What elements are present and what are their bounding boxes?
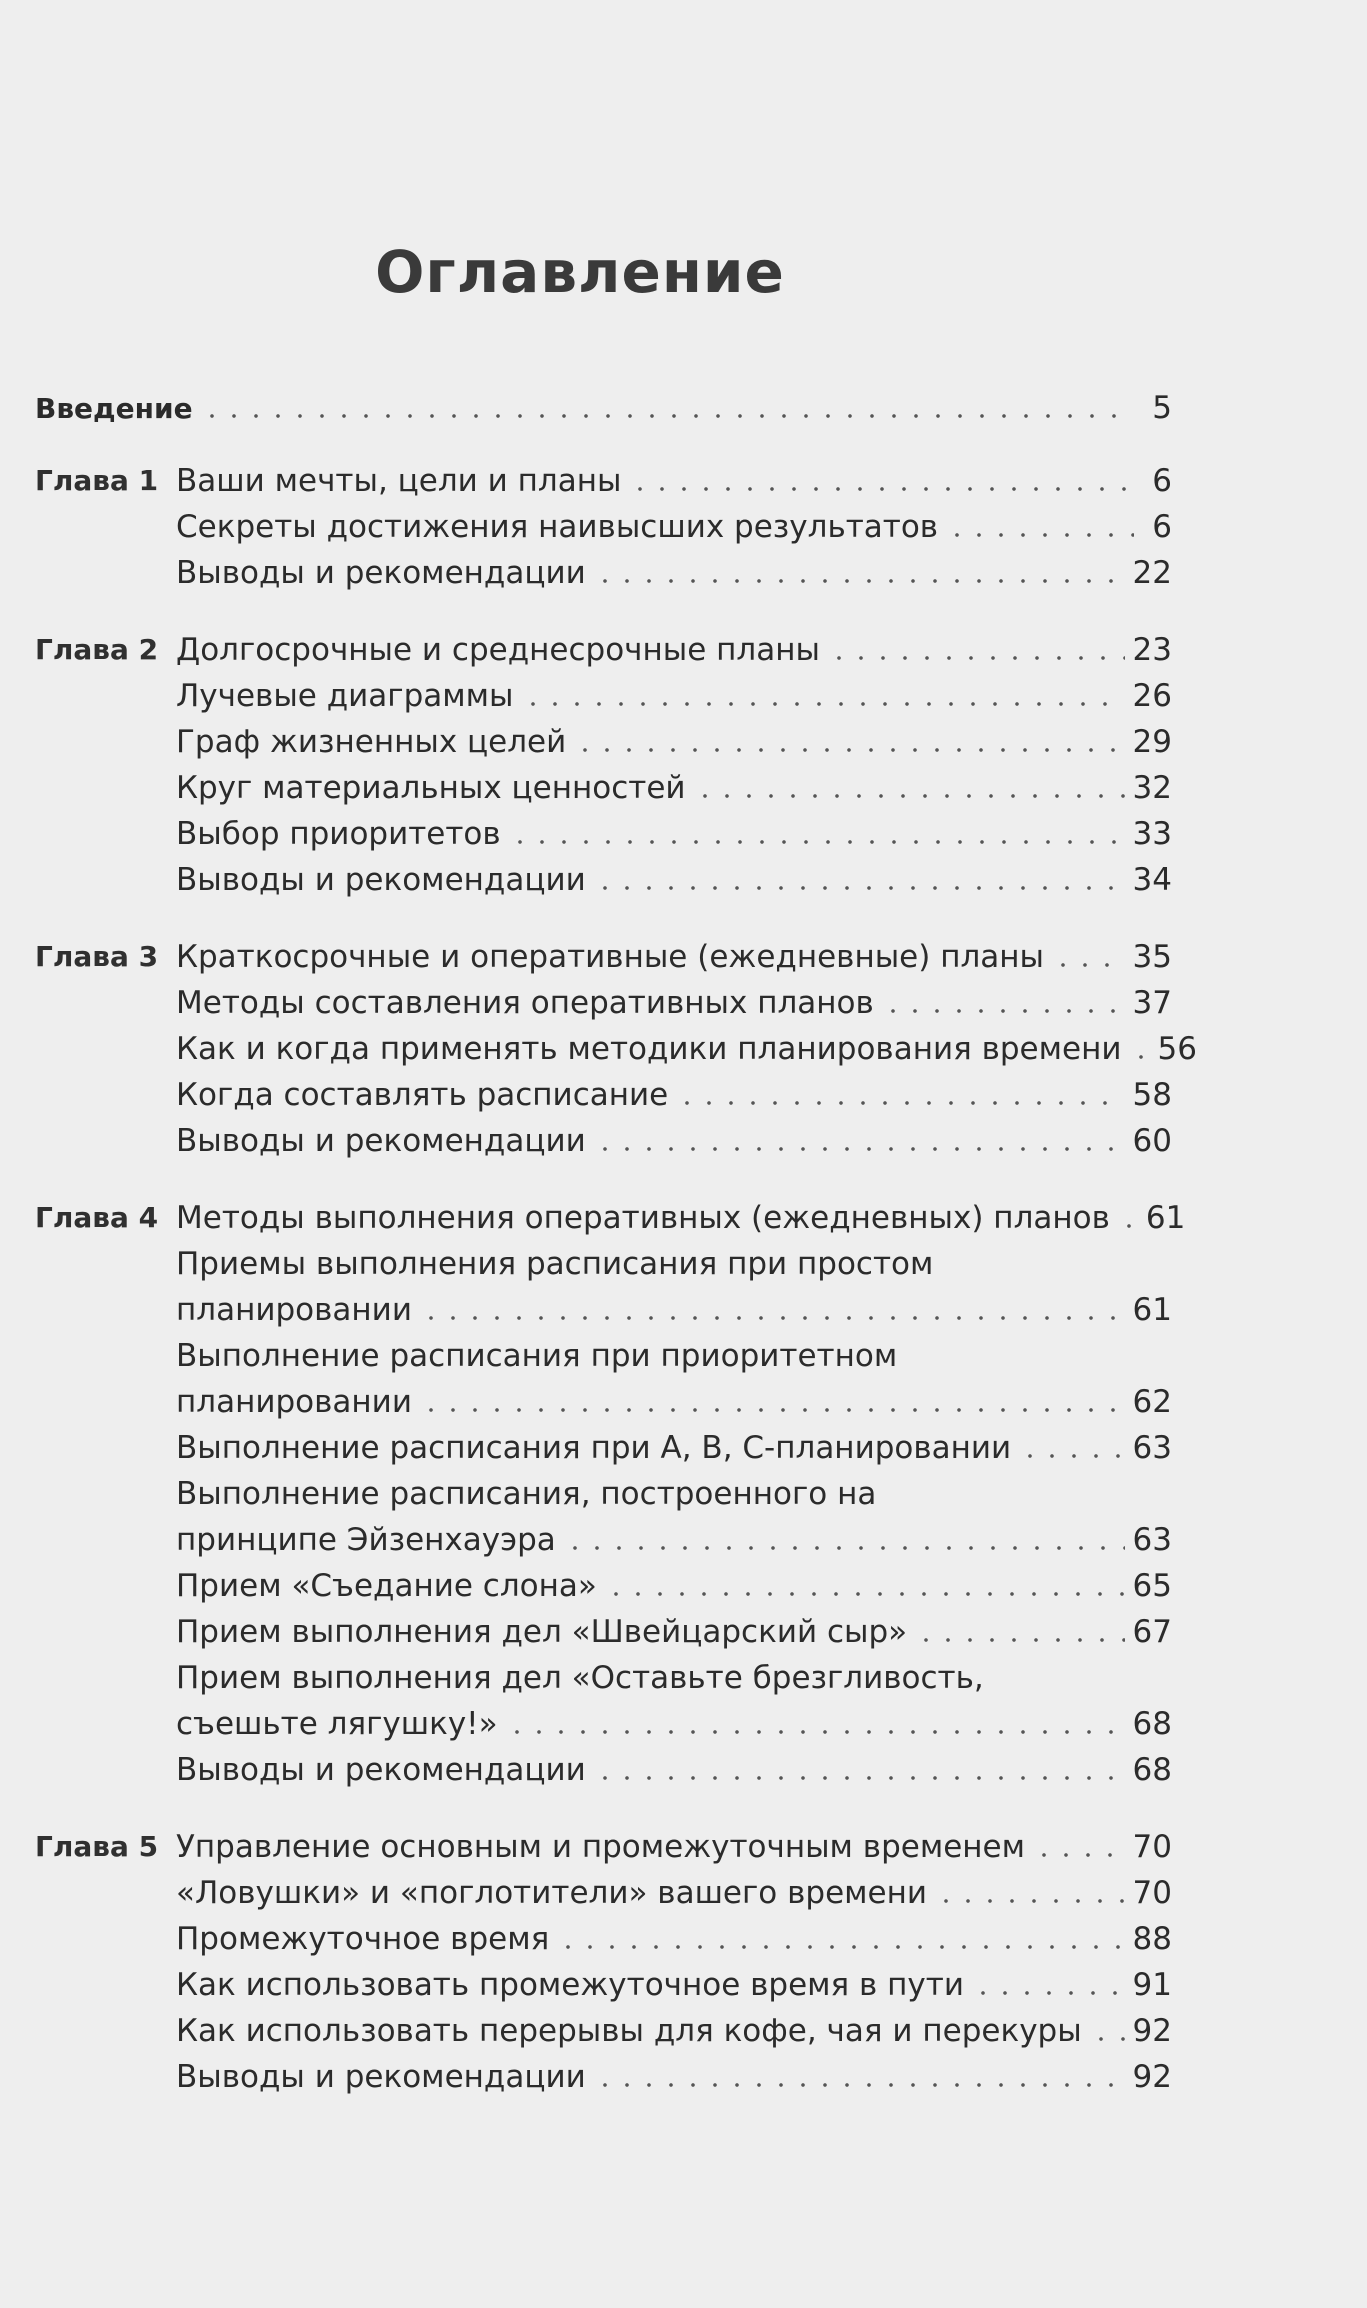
- toc-row: [0, 1287, 1367, 1333]
- toc-row: [0, 1333, 1367, 1379]
- entry-title: Ваши мечты, цели и планы: [176, 463, 622, 499]
- dot-leader: [676, 1098, 1124, 1108]
- toc-entry[interactable]: [176, 504, 1172, 550]
- toc-intro-row: [0, 385, 1367, 431]
- entry-title: Выводы и рекомендации: [176, 555, 586, 591]
- entry-title: Когда составлять расписание: [176, 1077, 669, 1113]
- entry-title: планировании: [176, 1384, 412, 1420]
- toc-row: [0, 1379, 1367, 1425]
- chapter-label: Глава 1: [35, 464, 159, 497]
- entry-title: Как использовать перерывы для кофе, чая и перекуры: [176, 2013, 1082, 2049]
- toc-entry[interactable]: [176, 458, 1172, 504]
- entry-title: Выполнение расписания при А, В, С-планировании: [176, 1430, 1012, 1466]
- entry-title-line1[interactable]: Прием выполнения дел «Оставьте брезгливость,: [176, 1660, 984, 1696]
- entry-title: Как и когда применять методики планирования времени: [176, 1031, 1122, 1067]
- page-number: 32: [1132, 770, 1172, 806]
- page-number: 6: [1152, 509, 1172, 545]
- page-number: 33: [1132, 816, 1172, 852]
- dot-leader: [1090, 2034, 1125, 2044]
- entry-title: Прием «Съедание слона»: [176, 1568, 597, 1604]
- toc-entry[interactable]: [176, 1118, 1172, 1164]
- toc-entry[interactable]: [176, 1072, 1172, 1118]
- toc-row: [0, 458, 1367, 504]
- toc-row: [0, 857, 1367, 903]
- toc-row: [0, 1870, 1367, 1916]
- entry-title: Как использовать промежуточное время в пути: [176, 1967, 964, 2003]
- chapter-label: Глава 2: [35, 633, 159, 666]
- page-title: Оглавление: [375, 238, 785, 306]
- dot-leader: [574, 745, 1124, 755]
- page-number: 63: [1132, 1522, 1172, 1558]
- entry-title: Выводы и рекомендации: [176, 2059, 586, 2095]
- toc-entry[interactable]: [176, 1824, 1172, 1870]
- page-number: 37: [1132, 985, 1172, 1021]
- toc-entry[interactable]: [176, 1870, 1172, 1916]
- dot-leader: [935, 1896, 1125, 1906]
- toc-row: [0, 934, 1367, 980]
- page-number: 68: [1132, 1752, 1172, 1788]
- toc-row: [0, 1471, 1367, 1517]
- page-number: 92: [1132, 2013, 1172, 2049]
- dot-leader: [594, 1144, 1125, 1154]
- dot-leader: [557, 1942, 1124, 1952]
- toc-entry[interactable]: [176, 550, 1172, 596]
- entry-title: Круг материальных ценностей: [176, 770, 686, 806]
- entry-title: Введение: [35, 392, 193, 425]
- entry-title-line1[interactable]: Выполнение расписания при приоритетном: [176, 1338, 898, 1374]
- entry-title: Граф жизненных целей: [176, 724, 567, 760]
- chapter-label: Глава 3: [35, 940, 159, 973]
- toc-entry[interactable]: [176, 2054, 1172, 2100]
- entry-title: Методы составления оперативных планов: [176, 985, 874, 1021]
- page-number: 26: [1132, 678, 1172, 714]
- entry-title: Выводы и рекомендации: [176, 1123, 586, 1159]
- page-number: 65: [1132, 1568, 1172, 1604]
- toc-entry[interactable]: [176, 1195, 1186, 1241]
- toc-entry[interactable]: [176, 1609, 1172, 1655]
- toc-entry[interactable]: [176, 719, 1172, 765]
- toc-entry[interactable]: [176, 811, 1172, 857]
- dot-leader: [201, 411, 1134, 421]
- page-number: 92: [1132, 2059, 1172, 2095]
- dot-leader: [882, 1006, 1125, 1016]
- dot-leader: [629, 484, 1134, 494]
- dot-leader: [915, 1635, 1124, 1645]
- dot-leader: [605, 1589, 1125, 1599]
- toc-entry[interactable]: [176, 1379, 1172, 1425]
- page-number: 6: [1152, 463, 1172, 499]
- entry-title: Промежуточное время: [176, 1921, 550, 1957]
- toc-entry[interactable]: [176, 673, 1172, 719]
- toc-row: [0, 1195, 1367, 1241]
- chapter-label: Глава 4: [35, 1201, 159, 1234]
- toc-entry[interactable]: [176, 1425, 1172, 1471]
- entry-title-line1[interactable]: Приемы выполнения расписания при простом: [176, 1246, 934, 1282]
- dot-leader: [1033, 1850, 1125, 1860]
- toc-row: [0, 980, 1367, 1026]
- dot-leader: [694, 791, 1125, 801]
- toc-row: [0, 1241, 1367, 1287]
- page-number: 70: [1132, 1875, 1172, 1911]
- entry-title: Долгосрочные и среднесрочные планы: [176, 632, 820, 668]
- page-number: 91: [1132, 1967, 1172, 2003]
- toc-row: [0, 1118, 1367, 1164]
- toc-entry[interactable]: [176, 934, 1172, 980]
- entry-title: принципе Эйзенхауэра: [176, 1522, 556, 1558]
- toc-entry[interactable]: [176, 1287, 1172, 1333]
- dot-leader: [972, 1988, 1125, 1998]
- dot-leader: [509, 837, 1125, 847]
- toc-row: [0, 1517, 1367, 1563]
- toc-row: [0, 504, 1367, 550]
- toc-row: [0, 1916, 1367, 1962]
- toc-row: [0, 765, 1367, 811]
- toc-entry[interactable]: [176, 857, 1172, 903]
- page-number: 5: [1152, 390, 1172, 426]
- entry-title: Лучевые диаграммы: [176, 678, 514, 714]
- entry-title: Методы выполнения оперативных (ежедневных) планов: [176, 1200, 1110, 1236]
- dot-leader: [594, 883, 1125, 893]
- toc-entry[interactable]: [176, 1916, 1172, 1962]
- entry-title: Прием выполнения дел «Швейцарский сыр»: [176, 1614, 908, 1650]
- toc-entry[interactable]: [176, 980, 1172, 1026]
- toc-entry[interactable]: [176, 1026, 1197, 1072]
- page-number: 23: [1132, 632, 1172, 668]
- entry-title: Управление основным и промежуточным временем: [176, 1829, 1026, 1865]
- toc-entry[interactable]: [176, 765, 1172, 811]
- toc-row: [0, 1026, 1367, 1072]
- toc-row: [0, 1609, 1367, 1655]
- page-number: 88: [1132, 1921, 1172, 1957]
- toc-row: [0, 1824, 1367, 1870]
- dot-leader: [1052, 960, 1125, 970]
- toc-row: [0, 1747, 1367, 1793]
- dot-leader: [564, 1543, 1125, 1553]
- toc-entry[interactable]: [176, 1563, 1172, 1609]
- page-number: 60: [1132, 1123, 1172, 1159]
- entry-title: съешьте лягушку!»: [176, 1706, 498, 1742]
- dot-leader: [420, 1405, 1125, 1415]
- entry-title: Выводы и рекомендации: [176, 862, 586, 898]
- page-number: 29: [1132, 724, 1172, 760]
- page-number: 34: [1132, 862, 1172, 898]
- toc-row: [0, 719, 1367, 765]
- dot-leader: [594, 576, 1125, 586]
- page-number: 68: [1132, 1706, 1172, 1742]
- page-number: 22: [1132, 555, 1172, 591]
- toc-entry[interactable]: [176, 1701, 1172, 1747]
- toc-row: [0, 1425, 1367, 1471]
- page-number: 35: [1132, 939, 1172, 975]
- toc-entry[interactable]: [176, 1517, 1172, 1563]
- toc-entry[interactable]: [176, 2008, 1172, 2054]
- dot-leader: [594, 2080, 1125, 2090]
- toc-entry[interactable]: [176, 1962, 1172, 2008]
- toc-entry[interactable]: [35, 385, 1172, 431]
- page-number: 56: [1157, 1031, 1197, 1067]
- toc-row: [0, 811, 1367, 857]
- dot-leader: [522, 699, 1125, 709]
- toc-row: [0, 1962, 1367, 2008]
- page-number: 63: [1132, 1430, 1172, 1466]
- dot-leader: [946, 530, 1134, 540]
- dot-leader: [506, 1727, 1125, 1737]
- page-number: 61: [1132, 1292, 1172, 1328]
- toc-row: [0, 673, 1367, 719]
- entry-title-line1[interactable]: Выполнение расписания, построенного на: [176, 1476, 877, 1512]
- page-number: 70: [1132, 1829, 1172, 1865]
- chapter-label: Глава 5: [35, 1830, 159, 1863]
- page-number: 61: [1145, 1200, 1186, 1236]
- dot-leader: [420, 1313, 1125, 1323]
- dot-leader: [1118, 1221, 1138, 1231]
- entry-title: планировании: [176, 1292, 412, 1328]
- toc-entry[interactable]: [176, 1747, 1172, 1793]
- entry-title: «Ловушки» и «поглотители» вашего времени: [176, 1875, 928, 1911]
- toc-entry[interactable]: [176, 627, 1172, 673]
- toc-row: [0, 550, 1367, 596]
- page-number: 62: [1132, 1384, 1172, 1420]
- toc-row: [0, 1563, 1367, 1609]
- dot-leader: [828, 653, 1125, 663]
- dot-leader: [1130, 1052, 1150, 1062]
- toc-row: [0, 1072, 1367, 1118]
- page-number: 67: [1132, 1614, 1172, 1650]
- dot-leader: [1019, 1451, 1124, 1461]
- toc-row: [0, 2008, 1367, 2054]
- toc-row: [0, 1655, 1367, 1701]
- toc-row: [0, 1701, 1367, 1747]
- entry-title: Секреты достижения наивысших результатов: [176, 509, 939, 545]
- entry-title: Выводы и рекомендации: [176, 1752, 586, 1788]
- dot-leader: [594, 1773, 1125, 1783]
- page-number: 58: [1132, 1077, 1172, 1113]
- entry-title: Краткосрочные и оперативные (ежедневные) планы: [176, 939, 1045, 975]
- entry-title: Выбор приоритетов: [176, 816, 501, 852]
- toc-row: [0, 2054, 1367, 2100]
- toc-row: [0, 627, 1367, 673]
